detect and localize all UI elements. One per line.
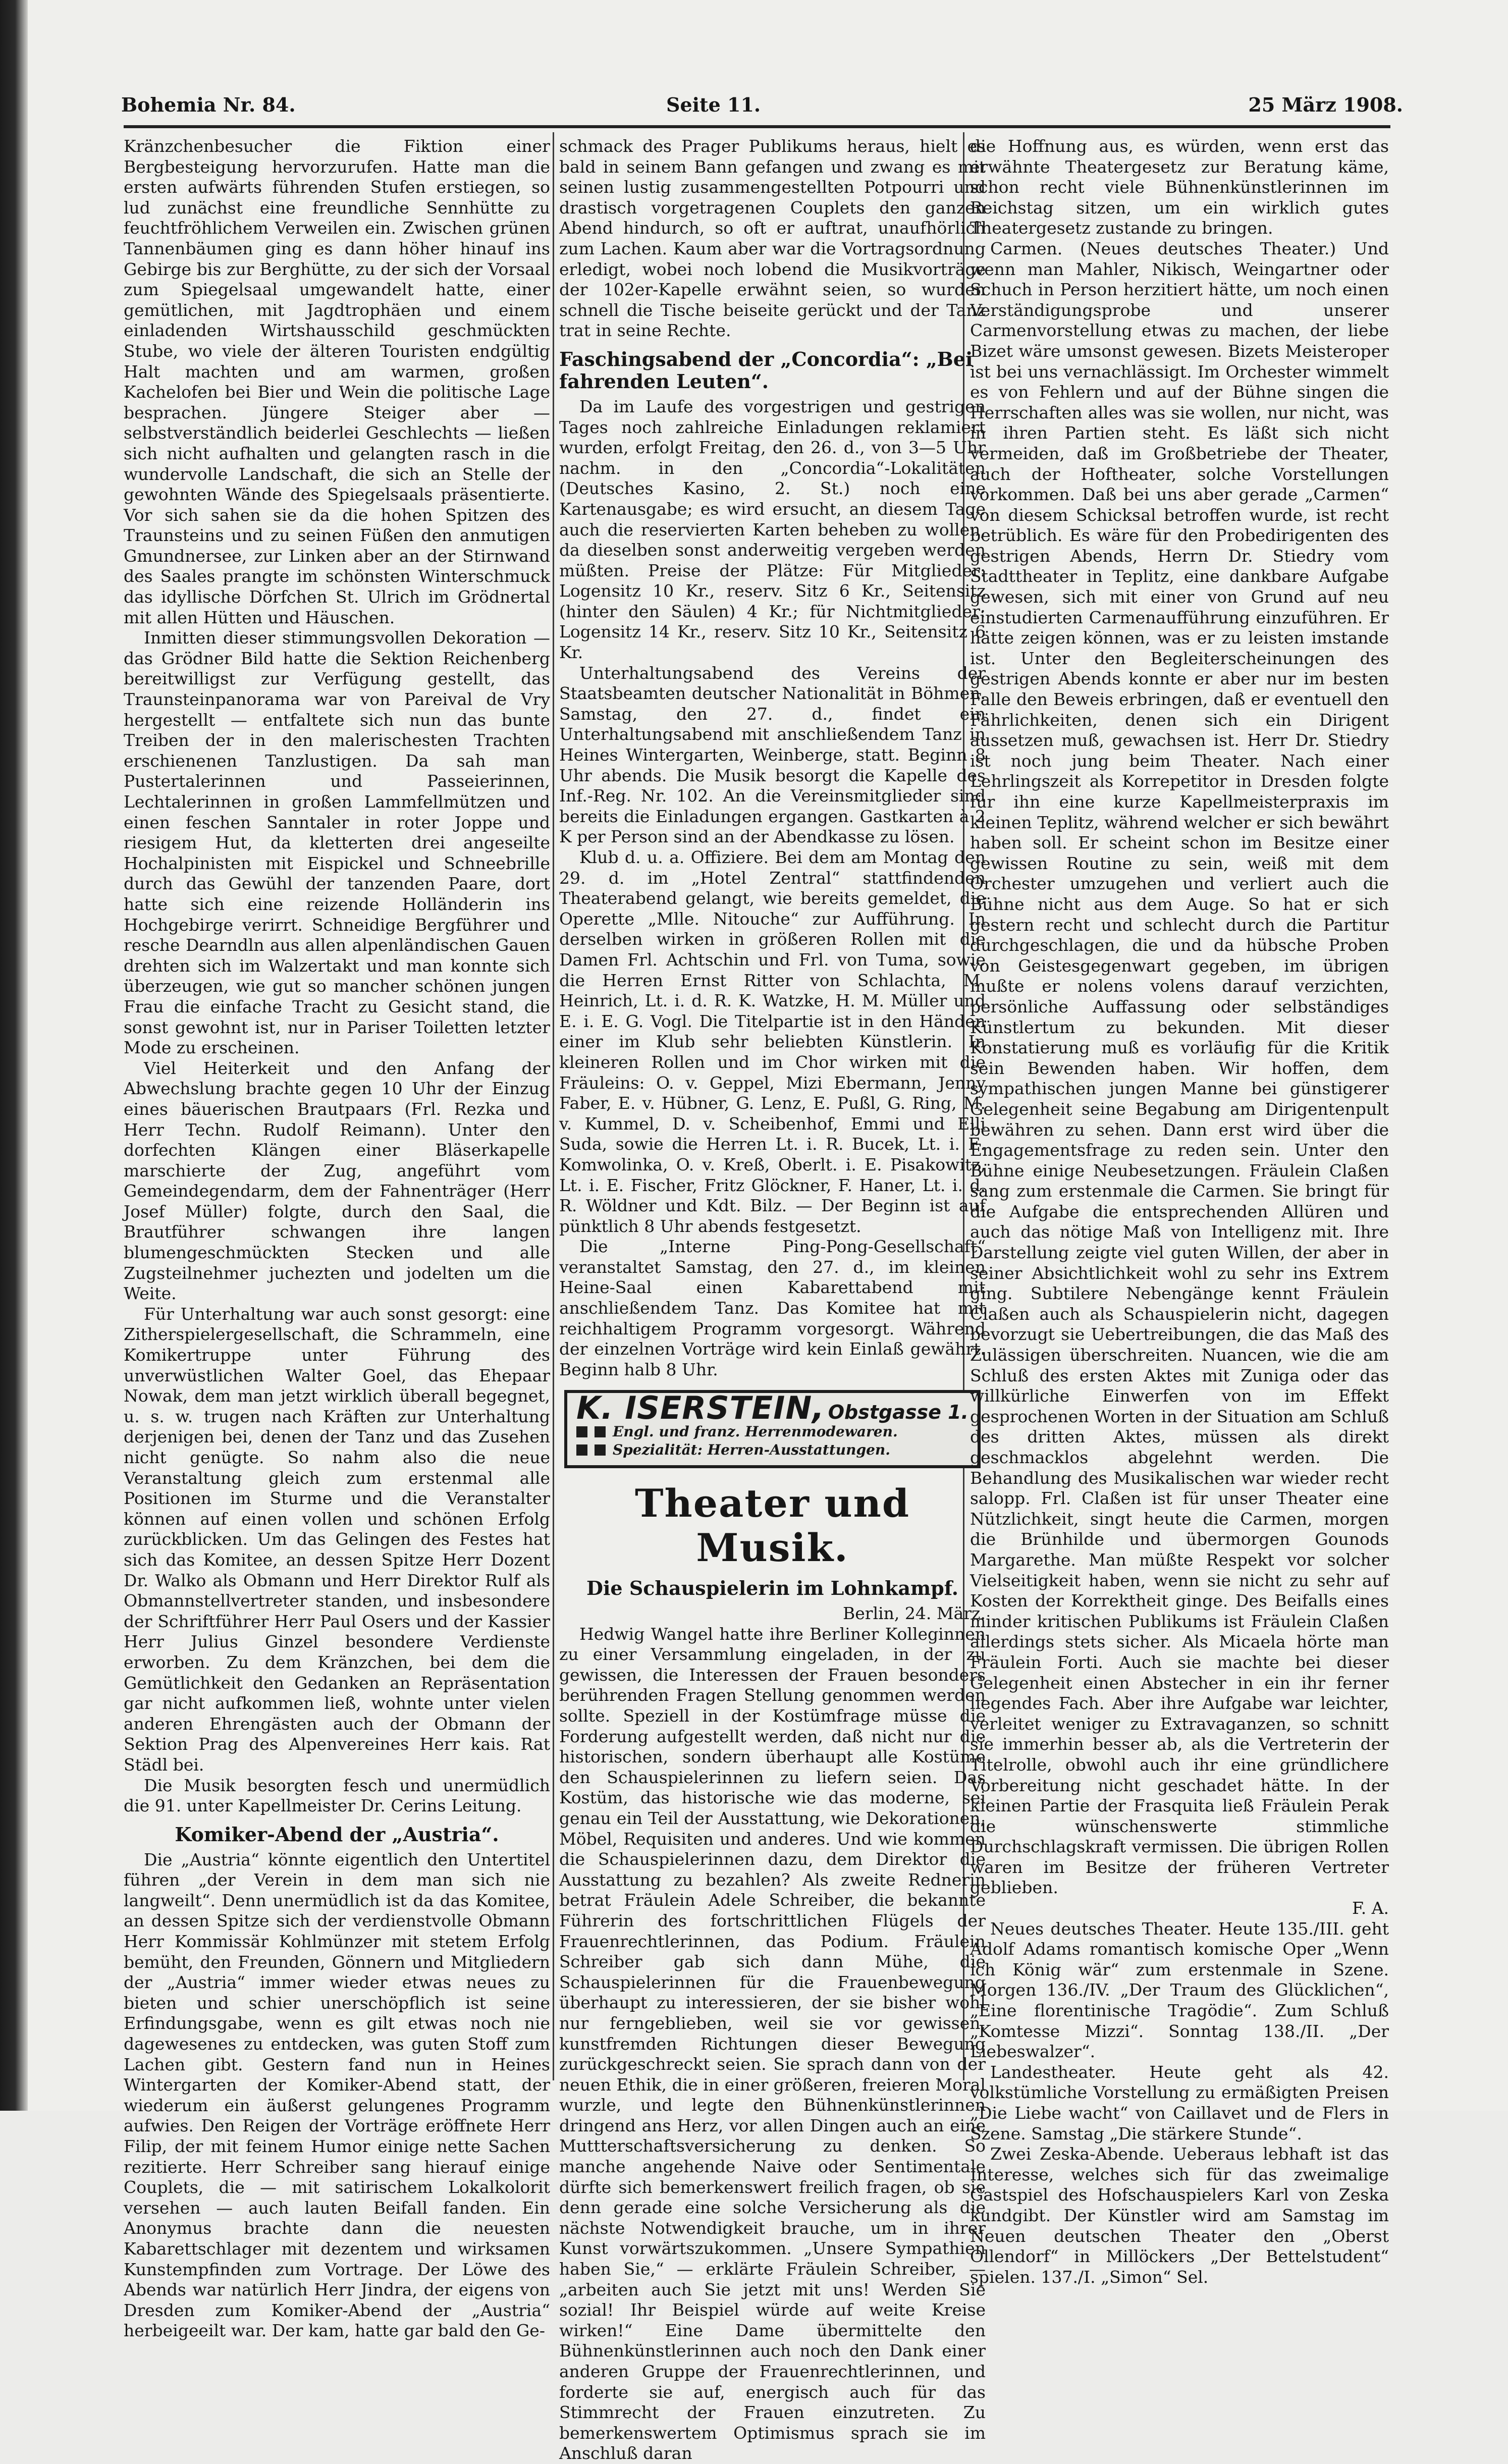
article-paragraph: Für Unterhaltung war auch sonst gesorgt: eine Zitherspielergesellschaft, die Schrammeln, eine Komikertruppe unter Führung des unverwüstlichen Walter Goel, das Ehepaar Nowak, dem man jetzt wirklich überall begegnet, u. s. w. trugen nach Kräften zur Unterhaltung derjenigen bei, denen der Tanz und das Zusehen nicht genügte. So nahm also die neue Veranstaltung gleich zum erstenmal alle Positionen im Sturme und die Veranstalter können auf einen vollen und schönen Erfolg zurückblicken. Um das Gelingen des Festes hat sich das Komitee, an dessen Spitze Herr Dozent Dr. Walko als Obmann und Herr Direktor Rulf als Obmannstellvertreter standen, und insbesondere der Schriftführer Herr Paul Osers und der Kassier Herr Julius Ginzel besondere Verdienste erworben. Zu dem Kränzchen, bei dem die Gemütlichkeit den Gedanken an Repräsentation gar nicht aufkommen ließ, wohnte unter vielen anderen Ehrengästen auch der Obmann der Sektion Prag des Alpenvereines Herr kais. Rat Städl bei. bbox=[124, 1304, 550, 1775]
article-signature: F. A. bbox=[1352, 1898, 1389, 1918]
ad-address: Obstgasse 1. bbox=[828, 1401, 968, 1424]
square-bullet-icon bbox=[595, 1444, 606, 1456]
article-heading-schauspielerin: Die Schauspielerin im Lohnkampf. bbox=[586, 1577, 958, 1600]
column-1 bbox=[124, 136, 550, 2341]
page-binding-edge bbox=[0, 0, 28, 2111]
article-paragraph: Inmitten dieser stimmungsvollen Dekoration — das Grödner Bild hatte die Sektion Reichenberg bereitwilligst zur Verfügung gestellt, das Traunsteinpanorama war von Pareival de Vry hergestellt — entfaltete sich nun das bunte Treiben der in den malerischesten Trachten erschienenen Tanzlustigen. Da sah man Pustertalerinnen und Passeierinnen, Lechtalerinnen in großen Lammfellmützen und einen feschen Sanntaler in roter Joppe und riesigem Hut, da kletterten drei angeseilte Hochalpinisten mit Eispickel und Schneebrille durch das Gewühl der tanzenden Paare, dort hatte sich eine reizende Holländerin ins Hochgebirge verirrt. Schneidige Bergführer und resche Dearndln aus allen alpenländischen Gauen drehten sich im Walzertakt und man konnte sich überzeugen, wie gut so mancher schönen jungen Frau die einfache Tracht zu Gesicht stand, die sonst gewohnt ist, nur in Pariser Toiletten letzter Mode zu erscheinen. bbox=[124, 628, 550, 1058]
article-paragraph: Unterhaltungsabend des Vereins der Staatsbeamten deutscher Nationalität in Böhmen. Samstag, den 27. d., findet ein Unterhaltungsabend mit anschließendem Tanz in Heines Wintergarten, Weinberge, statt. Beginn 8 Uhr abends. Die Musik besorgt die Kapelle des Inf.-Reg. Nr. 102. An die Vereinsmitglieder sind bereits die Einladungen ergangen. Gastkarten à 2 K per Person sind an der Abendkasse zu lösen. bbox=[559, 663, 986, 847]
article-paragraph: Neues deutsches Theater. Heute 135./III. geht Adolf Adams romantisch komische Oper „Wenn ich König wär“ zum erstenmale in Szene. Morgen 136./IV. „Der Traum des Glücklichen“, „Eine florentinische Tragödie“. Zum Schluß „Komtesse Mizzi“. Sonntag 138./II. „Der Liebeswalzer“. bbox=[970, 1918, 1389, 2062]
column-2 bbox=[559, 136, 986, 2463]
ad-line bbox=[576, 1441, 968, 1459]
article-paragraph: Kränzchenbesucher die Fiktion einer Bergbesteigung hervorzurufen. Hatte man die ersten aufwärts führenden Stufen erstiegen, so lud zunächst eine freundliche Sennhütte zu feuchtfröhlichem Verweilen ein. Zwischen grünen Tannenbäumen ging es dann höher hinauf ins Gebirge bis zur Berghütte, zu der sich der Vorsaal zum Spiegelsaal umgewandelt hatte, einer gemütlichen, mit Jagdtrophäen und einem einladenden Wirtshausschild geschmückten Stube, wo viele der älteren Touristen endgültig Halt machten und am warmen, großen Kachelofen bei Bier und Wein die politische Lage besprachen. Jüngere Steiger aber — selbstverständlich beiderlei Geschlechts — ließen sich nicht aufhalten und gelangten rasch in die wundervolle Landschaft, die sich an Stelle der gewohnten Wände des Spiegelsaals präsentierte. Vor sich sahen sie da die hohen Spitzen des Traunsteins und zu seinen Füßen den anmutigen Gmundnersee, zur Linken aber an der Stirnwand des Saales prangte im schönsten Winterschmuck das idyllische Dörfchen St. Ulrich im Grödnertal mit allen Hütten und Häuschen. bbox=[124, 136, 550, 627]
square-bullet-icon bbox=[576, 1426, 587, 1437]
article-paragraph: Da im Laufe des vorgestrigen und gestrigen Tages noch zahlreiche Einladungen reklamiert wurden, erfolgt Freitag, den 26. d., von 3—5 Uhr nachm. in den „Concordia“-Lokalitäten (Deutsches Kasino, 2. St.) noch eine Kartenausgabe; es wird ersucht, an diesem Tage auch die reservierten Karten beheben zu wollen, da dieselben sonst anderweitig vergeben werden müßten. Preise der Plätze: Für Mitglieder: Logensitz 10 Kr., reserv. Sitz 6 Kr., Seitensitz (hinter den Säulen) 4 Kr.; für Nichtmitglieder: Logensitz 14 Kr., reserv. Sitz 10 Kr., Seitensitz 6 Kr. bbox=[559, 396, 986, 663]
advertisement-iserstein bbox=[564, 1390, 981, 1468]
article-paragraph: Die Musik besorgten fesch und unermüdlich die 91. unter Kapellmeister Dr. Cerins Leitung. bbox=[124, 1775, 550, 1816]
masthead bbox=[121, 93, 1403, 129]
ad-line-text: Spezialität: Herren-Ausstattungen. bbox=[613, 1441, 890, 1459]
ad-line bbox=[576, 1423, 968, 1441]
article-dateline: Berlin, 24. März. bbox=[843, 1603, 986, 1624]
article-paragraph: Zwei Zeska-Abende. Ueberaus lebhaft ist das Interesse, welches sich für das zweimalige Gastspiel des Hofschauspielers Karl von Zeska kundgibt. Der Künstler wird am Samstag im Neuen deutschen Theater den „Oberst Ollendorf“ in Millöckers „Der Bettelstudent“ spielen. 137./I. „Simon“ Sel. bbox=[970, 2144, 1389, 2287]
masthead-issue: Bohemia Nr. 84. bbox=[121, 93, 296, 116]
article-heading-faschingsabend: Faschingsabend der „Concordia“: „Bei fahrenden Leuten“. bbox=[559, 347, 973, 393]
column-3 bbox=[970, 136, 1389, 2287]
article-paragraph: Landestheater. Heute geht als 42. volkstümliche Vorstellung zu ermäßigten Preisen „Die Liebe wacht“ von Caillavet und de Flers in Szene. Samstag „Die stärkere Stunde“. bbox=[970, 2062, 1389, 2144]
article-paragraph: Klub d. u. a. Offiziere. Bei dem am Montag den 29. d. im „Hotel Zentral“ stattfindenden Theaterabend gelangt, wie bereits gemeldet, die Operette „Mlle. Nitouche“ zur Aufführung. In derselben wirken in größeren Rollen mit die Damen Frl. Achtschin und Frl. von Tuma, sowie die Herren Ernst Ritter von Schlachta, M. Heinrich, Lt. i. d. R. K. Watzke, H. M. Müller und E. i. E. G. Vogl. Die Titelpartie ist in den Händen einer im Klub sehr beliebten Künstlerin. In kleineren Rollen und im Chor wirken mit die Fräuleins: O. v. Geppel, Mizi Ebermann, Jenny Faber, E. v. Hübner, G. Lenz, E. Pußl, G. Ring, M. v. Kummel, D. v. Scheibenhof, Emmi und Elli Suda, sowie die Herren Lt. i. R. Bucek, Lt. i. E. Komwolinka, O. v. Kreß, Oberlt. i. E. Pisakowitz, Lt. i. E. Fischer, Fritz Glöckner, F. Haner, Lt. i. d. R. Wöldner und Kdt. Bilz. — Der Beginn ist auf pünktlich 8 Uhr abends festgesetzt. bbox=[559, 847, 986, 1236]
article-paragraph: die Hoffnung aus, es würden, wenn erst das erwähnte Theatergesetz zur Beratung käme, schon recht viele Bühnenkünstlerinnen im Reichstag sitzen, um ein wirklich gutes Theatergesetz zustande zu bringen. bbox=[970, 136, 1389, 238]
column-divider bbox=[553, 132, 554, 2080]
masthead-page-number: Seite 11. bbox=[666, 93, 761, 116]
article-heading-komiker-abend: Komiker-Abend der „Austria“. bbox=[175, 1823, 499, 1846]
article-paragraph: Die „Interne Ping-Pong-Gesellschaft“ veranstaltet Samstag, den 27. d., im kleinen Heine-Saal einen Kabarettabend mit anschließendem Tanz. Das Komitee hat mit reichhaltigem Programm vorgesorgt. Während der einzelnen Vorträge wird kein Einlaß gewährt. Beginn halb 8 Uhr. bbox=[559, 1237, 986, 1379]
ad-line-text: Engl. und franz. Herrenmodewaren. bbox=[613, 1423, 898, 1440]
article-paragraph: Hedwig Wangel hatte ihre Berliner Kolleginnen zu einer Versammlung eingeladen, in der zu gewissen, die Interessen der Frauen besonders berührenden Fragen Stellung genommen werden sollte. Speziell in der Kostümfrage müsse die Forderung aufgestellt werden, daß nicht nur die historischen, sondern überhaupt alle Kostüme den Schauspielerinnen zu liefern seien. Das Kostüm, das historische wie das moderne, sei genau ein Teil der Ausstattung, wie Dekorationen, Möbel, Requisiten und anderes. Und wie kommen die Schauspielerinnen dazu, dem Direktor die Ausstattung zu bezahlen? Als zweite Rednerin betrat Fräulein Adele Schreiber, die bekannte Führerin des fortschrittlichen Flügels der Frauenrechtlerinnen, das Podium. Fräulein Schreiber gab sich dann Mühe, die Schauspielerinnen für die Frauenbewegung überhaupt zu interessieren, der sie bisher wohl nur ferngeblieben, weil sie vor gewissen, kunstfremden Richtungen dieser Bewegung zurückgeschreckt seien. Sie sprach dann von der neuen Ethik, die in einer größeren, freieren Moral wurzle, und legte den Bühnenkünstlerinnen dringend ans Herz, vor allen Dingen auch an eine Muttterschaftsversicherung zu denken. So manche angehende Naive oder Sentimentale dürfte sich bemerkenswert freilich fragen, ob sie denn gerade eine solche Versicherung als die nächste Notwendigkeit brauche, um in ihrer Kunst vorwärtszukommen. „Unsere Sympathien haben Sie,“ — erklärte Fräulein Schreiber, — „arbeiten auch Sie jetzt mit uns! Werden Sie sozial! Ihr Beispiel würde auf weite Kreise wirken!“ Eine Dame übermittelte den Bühnenkünstlerinnen auch noch den Dank einer anderen Gruppe der Frauenrechtlerinnen, und forderte sie auf, energisch auch für das Stimmrecht der Frauen einzutreten. Zu bemerkenswertem Optimismus sprach sie im Anschluß daran bbox=[559, 1624, 986, 2463]
masthead-rule bbox=[124, 125, 1390, 128]
article-paragraph: Die „Austria“ könnte eigentlich den Untertitel führen „der Verein in dem man sich nie langweilt“. Denn unermüdlich ist da das Komitee, an dessen Spitze sich der verdienstvolle Obmann Herr Kommissär Kohlmünzer mit stetem Erfolg bemüht, den Freunden, Gönnern und Mitgliedern der „Austria“ immer wieder etwas neues zu bieten und schier unerschöpflich ist seine Erfindungsgabe, wenn es gilt etwas noch nie dagewesenes zu entdecken, was guten Stoff zum Lachen gibt. Gestern fand nun in Heines Wintergarten der Komiker-Abend statt, der wiederum ein äußerst gelungenes Programm aufwies. Den Reigen der Vorträge eröffnete Herr Filip, der mit feinem Humor einige nette Sachen rezitierte. Herr Schreiber sang hierauf einige Couplets, die — mit satirischem Lokalkolorit versehen — auch lauten Beifall fanden. Ein Anonymus brachte dann die neuesten Kabarettschlager mit dezentem und wirksamen Kunstempfinden zum Vortrage. Der Löwe des Abends war natürlich Herr Jindra, der eigens von Dresden zum Komiker-Abend der „Austria“ herbeigeeilt war. Der kam, hatte gar bald den Ge- bbox=[124, 1849, 550, 2341]
article-paragraph: Viel Heiterkeit und den Anfang der Abwechslung brachte gegen 10 Uhr der Einzug eines bäuerischen Brautpaars (Frl. Rezka und Herr Techn. Rudolf Reimann). Unter den dorfechten Klängen einer Bläserkapelle marschierte der Zug, angeführt vom Gemeindegendarm, dem der Fahnenträger (Herr Josef Müller) folgte, durch den Saal, die Brautführer schwangen ihre langen blumengeschmückten Stecken und alle Zugsteilnehmer juchezten und jodelten um die Weite. bbox=[124, 1058, 550, 1304]
masthead-date: 25 März 1908. bbox=[1248, 93, 1403, 116]
square-bullet-icon bbox=[595, 1426, 606, 1437]
article-paragraph-carmen: Carmen. (Neues deutsches Theater.) Und wenn man Mahler, Nikisch, Weingartner oder Schuch in Person herzitiert hätte, um noch einen Verständigungsprobe und unserer Carmenvorstellung etwas zu machen, der liebe Bizet wäre umsonst gewesen. Bizets Meisteroper ist bei uns vernachlässigt. Im Orchester wimmelt es von Fehlern und auf der Bühne singen die Herrschaften alles was sie wollen, nur nicht, was in ihren Partien steht. Es läßt sich nicht vermeiden, daß im Großbetriebe der Theater, auch der Hoftheater, solche Vorstellungen vorkommen. Daß bei uns aber gerade „Carmen“ von diesem Schicksal betroffen wurde, ist recht betrüblich. Es wäre für den Probedirigenten des gestrigen Abends, Herrn Dr. Stiedry vom Stadttheater in Teplitz, eine dankbare Aufgabe gewesen, sich mit einer von Grund auf neu einstudierten Carmenaufführung einzuführen. Er hätte zeigen können, was er zu leisten imstande ist. Unter den Begleiterscheinungen des gestrigen Abends konnte er aber nur im besten Falle den Beweis erbringen, daß er eventuell den Fährlichkeiten, denen sich ein Dirigent aussetzen muß, gewachsen ist. Herr Dr. Stiedry ist noch jung beim Theater. Nach einer Lehrlingszeit als Korrepetitor in Dresden folgte für ihn eine kurze Kapellmeisterpraxis im kleinen Teplitz, während welcher er sich bewährt haben soll. Er scheint schon im Besitze einer gewissen Routine zu sein, weiß mit dem Orchester umzugehen und verliert auch die Bühne nicht aus dem Auge. So hat er sich gestern recht und schlecht durch die Partitur durchgeschlagen, die und da hübsche Proben von Geistesgegenwart gegeben, im übrigen mußte er nolens volens darauf verzichten, persönliche Auffassung oder selbständiges Künstlertum zu bekunden. Mit dieser Konstatierung muß es vorläufig für die Kritik sein Bewenden haben. Wir hoffen, dem sympathischen jungen Manne bei günstigerer Gelegenheit seine Begabung am Dirigentenpult bewähren zu sehen. Dann erst wird über die Engagementsfrage zu reden sein. Unter den Bühne einige Neubesetzungen. Fräulein Claßen sang zum erstenmale die Carmen. Sie bringt für die Aufgabe die entsprechenden Allüren und auch das nötige Maß von Intelligenz mit. Ihre Darstellung zeigte viel guten Willen, der aber in seiner Absichtlichkeit wohl zu sehr ins Extrem ging. Subtilere Nebengänge kennt Fräulein Claßen auch als Schauspielerin nicht, dagegen bevorzugt sie Uebertreibungen, die das Maß des Zulässigen überschreiten. Nuancen, wie die am Schluß des ersten Aktes mit Zuniga oder das willkürliche Einwerfen von im Effekt gesprochenen Worten in der Situation am Schluß des dritten Aktes, müssen als direkt geschmacklos abgelehnt werden. Die Behandlung des Musikalischen war wieder recht salopp. Frl. Claßen ist für unser Theater eine Nützlichkeit, singt heute die Carmen, morgen die Brünhilde und übermorgen Gounods Margarethe. Man müßte Respekt vor solcher Vielseitigkeit haben, wenn sie nicht zu sehr auf Kosten der Korrektheit ginge. Des Beifalls eines minder kritischen Publikums ist Fräulein Claßen allerdings stets sicher. Als Micaela hörte man Fräulein Forti. Auch sie machte bei dieser Gelegenheit einen Abstecher in ein ihr ferner liegendes Fach. Aber ihre Aufgabe war leichter, verleitet weniger zu Extravaganzen, so schnitt sie immerhin besser ab, als die Vertreterin der Titelrolle, obwohl auch ihr eine gründlichere Vorbereitung nicht geschadet hätte. In der kleinen Partie der Frasquita ließ Fräulein Perak die wünschenswerte stimmliche Durchschlagskraft vermissen. Die übrigen Rollen waren im Besitze der früheren Vertreter geblieben. bbox=[970, 238, 1389, 1898]
ad-company-name: K. ISERSTEIN, bbox=[576, 1389, 825, 1427]
section-title-theater-und-musik: Theater und Musik. bbox=[634, 1481, 910, 1571]
square-bullet-icon bbox=[576, 1444, 587, 1456]
article-paragraph: schmack des Prager Publikums heraus, hielt es bald in seinem Bann gefangen und zwang es mit seinen lustig zusammengestellten Potpourri und drastisch vorgetragenen Couplets den ganzen Abend hindurch, so oft er auftrat, unaufhörlich zum Lachen. Kaum aber war die Vortragsordnung erledigt, wobei noch lobend die Musikvorträge der 102er-Kapelle erwähnt seien, so wurden schnell die Tische beiseite gerückt und der Tanz trat in seine Rechte. bbox=[559, 136, 986, 341]
